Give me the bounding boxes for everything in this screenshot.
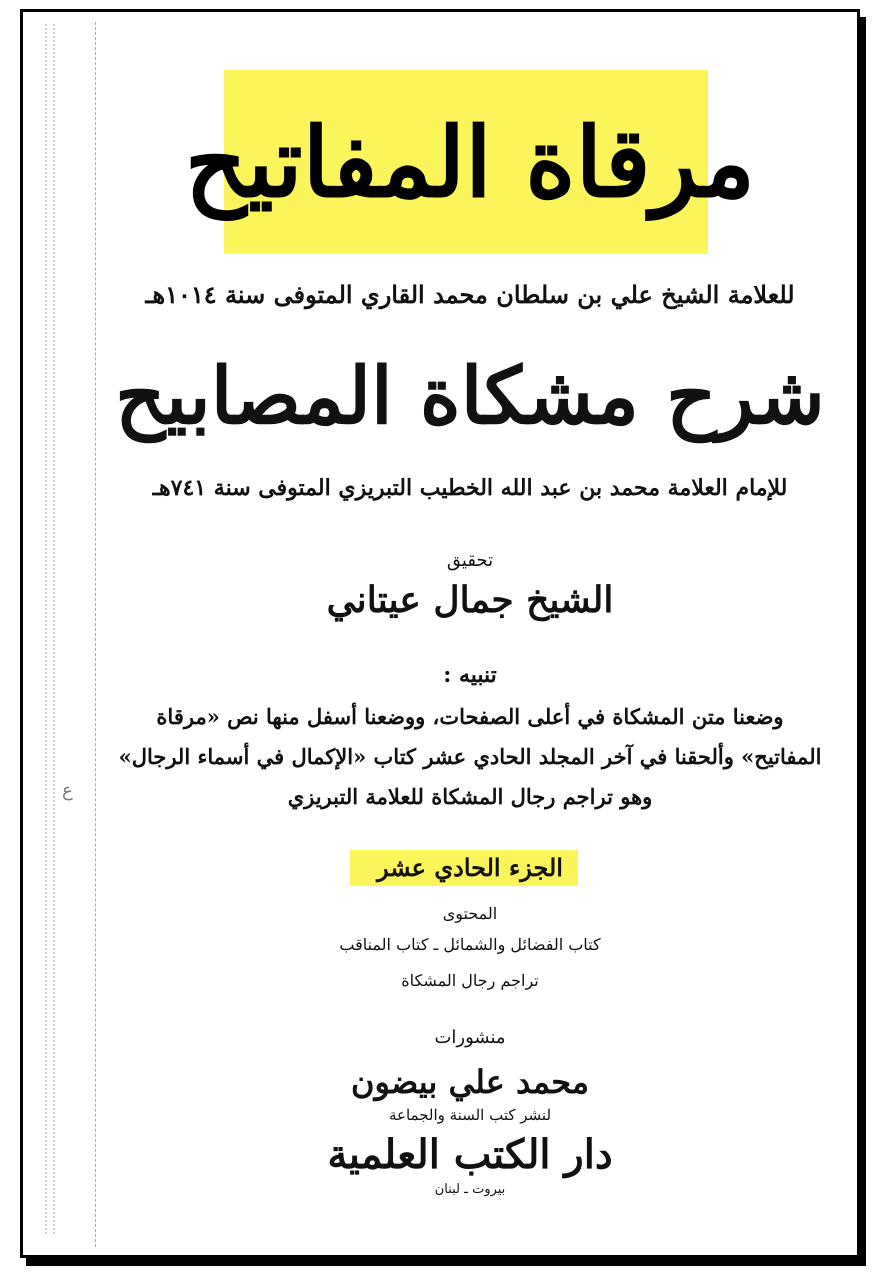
notice-line: المفاتيح» وألحقنا في آخر المجلد الحادي عشر كتاب «الإكمال في أسماء الرجال»	[118, 744, 822, 769]
title-page	[100, 0, 840, 1250]
original-author-line: للإمام العلامة محمد بن عبد الله الخطيب التبريزي المتوفى سنة ٧٤١هـ	[152, 475, 788, 501]
sub-title: شرح مشكاة المصابيح	[115, 351, 825, 442]
publishing-house: دار الكتب العلمية	[327, 1131, 613, 1178]
margin-mark: ع	[62, 780, 73, 801]
author-line: للعلامة الشيخ علي بن سلطان محمد القاري المتوفى سنة ١٠١٤هـ	[145, 280, 795, 309]
contents-label: المحتوى	[442, 904, 498, 923]
volume-label: الجزء الحادي عشر	[377, 853, 563, 882]
publisher-name: محمد علي بيضون	[350, 1063, 590, 1101]
publications-label: منشورات	[434, 1027, 506, 1048]
notice-label: تنبيه :	[443, 662, 497, 688]
notice-line: وهو تراجم رجال المشكاة للعلامة التبريزي	[287, 784, 653, 809]
tahqiq-name: الشيخ جمال عيتاني	[326, 579, 614, 621]
tahqiq-label: تحقيق	[446, 550, 494, 571]
main-title: مرقاة المفاتيح	[184, 106, 756, 219]
publisher-subtitle: لنشر كتب السنة والجماعة	[388, 1106, 552, 1124]
binding-margin	[45, 24, 55, 1234]
contents-item: تراجم رجال المشكاة	[401, 971, 539, 990]
publisher-location: بيروت ـ لبنان	[434, 1182, 506, 1197]
notice-line: وضعنا متن المشكاة في أعلى الصفحات، ووضعنا أسفل منها نص «مرقاة	[156, 704, 784, 729]
contents-item: كتاب الفضائل والشمائل ـ كتاب المناقب	[339, 935, 601, 954]
